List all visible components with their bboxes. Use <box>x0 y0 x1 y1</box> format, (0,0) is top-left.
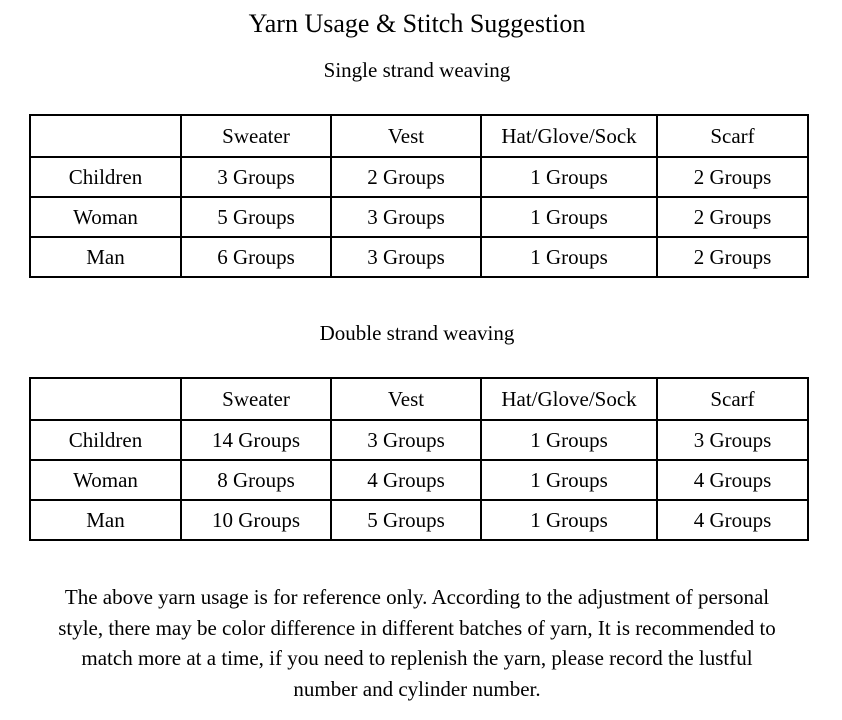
table-header-row <box>30 115 808 157</box>
table-cell: 1 Groups <box>481 460 657 500</box>
table-cell: 5 Groups <box>331 500 481 540</box>
row-label: Woman <box>30 197 181 237</box>
header-cell-scarf: Scarf <box>657 378 808 420</box>
usage-note <box>0 582 834 704</box>
table-row-children <box>30 157 808 197</box>
table-cell: 2 Groups <box>657 197 808 237</box>
row-label: Man <box>30 237 181 277</box>
note-line: The above yarn usage is for reference only. According to the adjustment of personal <box>64 585 770 609</box>
table-row-man <box>30 500 808 540</box>
single-strand-table <box>29 114 809 278</box>
table-cell: 1 Groups <box>481 500 657 540</box>
header-cell-scarf: Scarf <box>657 115 808 157</box>
table-cell: 1 Groups <box>481 237 657 277</box>
table-cell: 3 Groups <box>331 420 481 460</box>
table-cell: 6 Groups <box>181 237 331 277</box>
table-cell: 3 Groups <box>657 420 808 460</box>
header-cell-vest: Vest <box>331 378 481 420</box>
table-cell: 1 Groups <box>481 420 657 460</box>
table-cell: 1 Groups <box>481 197 657 237</box>
header-cell-hat-glove-sock: Hat/Glove/Sock <box>481 115 657 157</box>
header-cell-sweater: Sweater <box>181 115 331 157</box>
table-cell: 5 Groups <box>181 197 331 237</box>
table-cell: 10 Groups <box>181 500 331 540</box>
note-line: style, there may be color difference in different batches of yarn, It is recommended to <box>58 615 776 640</box>
row-label: Children <box>30 157 181 197</box>
table-cell: 2 Groups <box>657 157 808 197</box>
table-row-woman <box>30 197 808 237</box>
row-label: Children <box>30 420 181 460</box>
note-line: match more at a time, if you need to replenish the yarn, please record the lustful <box>81 646 753 670</box>
row-label: Woman <box>30 460 181 500</box>
single-strand-title: Single strand weaving <box>323 58 511 82</box>
table-cell: 2 Groups <box>331 157 481 197</box>
table-header-row <box>30 378 808 420</box>
table-row-man <box>30 237 808 277</box>
table-cell: 8 Groups <box>181 460 331 500</box>
table-cell: 1 Groups <box>481 157 657 197</box>
header-cell-hat-glove-sock: Hat/Glove/Sock <box>481 378 657 420</box>
table-cell: 14 Groups <box>181 420 331 460</box>
note-line: number and cylinder number. <box>293 676 541 701</box>
row-label: Man <box>30 500 181 540</box>
header-cell-corner <box>30 115 181 157</box>
header-cell-corner <box>30 378 181 420</box>
header-cell-vest: Vest <box>331 115 481 157</box>
table-cell: 3 Groups <box>331 197 481 237</box>
page-title: Yarn Usage & Stitch Suggestion <box>248 9 586 38</box>
table-cell: 3 Groups <box>331 237 481 277</box>
header-cell-sweater: Sweater <box>181 378 331 420</box>
table-cell: 4 Groups <box>657 500 808 540</box>
table-cell: 2 Groups <box>657 237 808 277</box>
table-cell: 3 Groups <box>181 157 331 197</box>
double-strand-table <box>29 377 809 541</box>
table-cell: 4 Groups <box>657 460 808 500</box>
double-strand-title: Double strand weaving <box>319 321 515 345</box>
table-row-woman <box>30 460 808 500</box>
table-row-children <box>30 420 808 460</box>
table-cell: 4 Groups <box>331 460 481 500</box>
